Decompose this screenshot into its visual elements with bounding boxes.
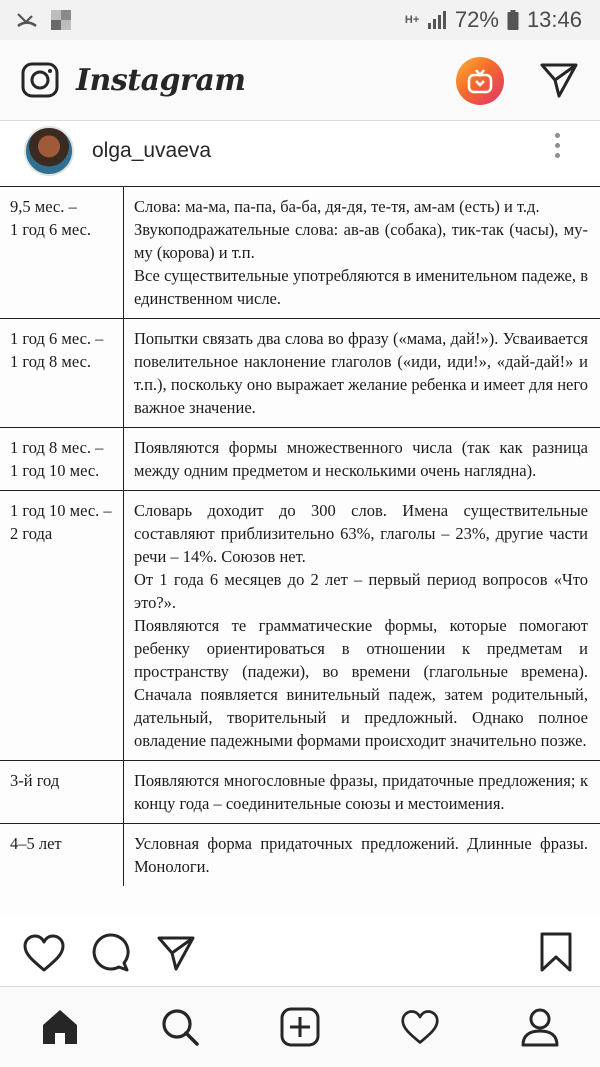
age-cell: 3-й год xyxy=(0,761,124,823)
description-cell xyxy=(124,761,598,823)
description-line: Словарь доходит до 300 слов. Имена существительные составляют приблизительно 63%, глаголы – 23%, другие части речи – 14%. Союзов нет. xyxy=(134,501,588,566)
post-header xyxy=(0,121,600,181)
age-cell: 9,5 мес. – 1 год 6 мес. xyxy=(0,187,124,318)
speech-development-table xyxy=(0,186,600,886)
more-options-icon[interactable] xyxy=(555,133,560,158)
app-header xyxy=(0,40,600,121)
search-icon[interactable] xyxy=(160,1007,200,1047)
description-cell xyxy=(124,187,598,318)
description-cell xyxy=(124,824,598,886)
description-line: Попытки связать два слова во фразу («мама, дай!»). Усваивается повелительное наклонение глаголов («иди, иди!», «дай-дай!» и т.п.), поскольку оно выражает желание ребенка и имеет для него важное значение. xyxy=(134,329,588,417)
share-icon[interactable] xyxy=(156,933,196,973)
description-line: Условная форма придаточных предложений. Длинные фразы. Монологи. xyxy=(134,834,588,876)
table-row xyxy=(0,490,600,760)
description-cell xyxy=(124,491,598,760)
description-line: Появляются формы множественного числа (так как разница между одним предметом и несколькими очень наглядна). xyxy=(134,438,588,480)
description-cell xyxy=(124,319,598,427)
app-logo: Instagram xyxy=(76,62,246,98)
igtv-button[interactable] xyxy=(456,57,504,105)
avatar[interactable] xyxy=(24,126,74,176)
comment-icon[interactable] xyxy=(90,933,130,973)
table-row xyxy=(0,760,600,823)
description-line: Слова: ма-ма, па-па, ба-ба, дя-дя, те-тя, ам-ам (есть) и т.д. xyxy=(134,197,540,216)
age-cell: 1 год 8 мес. – 1 год 10 мес. xyxy=(0,428,124,490)
description-line: Звукоподражательные слова: ав-ав (собака), тик-так (часы), му-му (корова) и т.п. xyxy=(134,220,588,262)
username[interactable]: olga_uvaeva xyxy=(92,139,212,162)
signal-icon xyxy=(427,11,447,29)
table-row xyxy=(0,186,600,318)
direct-message-icon[interactable] xyxy=(539,60,579,100)
camera-icon[interactable] xyxy=(20,60,60,100)
profile-icon[interactable] xyxy=(520,1007,560,1047)
new-post-icon[interactable] xyxy=(280,1007,320,1047)
save-bookmark-icon[interactable] xyxy=(539,931,573,973)
age-cell: 1 год 10 мес. – 2 года xyxy=(0,491,124,760)
description-line: Все существительные употребляются в именительном падеже, в единственном числе. xyxy=(134,266,588,308)
description-line: Появляются те грамматические формы, которые помогают ребенку ориентироваться в отношении к предметам и пространству (падежи), во времени (глагольные времена). Сначала появляется винительный падеж, затем родительный, дательный, творительный и предложный. Однако полное овладение падежными формами происходит значительно позже. xyxy=(134,616,588,750)
post-image[interactable] xyxy=(0,181,600,916)
description-cell xyxy=(124,428,598,490)
age-cell: 1 год 6 мес. – 1 год 8 мес. xyxy=(0,319,124,427)
network-type: H+ xyxy=(404,14,420,26)
battery-percent: 72% xyxy=(454,7,499,32)
like-heart-icon[interactable] xyxy=(22,933,66,973)
tv-icon xyxy=(466,67,494,95)
description-line: От 1 года 6 месяцев до 2 лет – первый период вопросов «Что это?». xyxy=(134,570,588,612)
table-row xyxy=(0,427,600,490)
age-cell: 4–5 лет xyxy=(0,824,124,886)
battery-icon xyxy=(507,10,519,30)
missed-call-icon xyxy=(16,10,38,30)
description-line: Появляются многословные фразы, придаточные предложения; к концу года – соединительные союзы и местоимения. xyxy=(134,771,588,813)
status-bar xyxy=(0,0,600,40)
home-icon[interactable] xyxy=(40,1007,80,1047)
table-row xyxy=(0,823,600,886)
table-row xyxy=(0,318,600,427)
bottom-nav xyxy=(0,986,600,1067)
post-actions xyxy=(0,916,600,986)
clock: 13:46 xyxy=(526,7,582,32)
gallery-icon xyxy=(50,9,72,31)
activity-heart-icon[interactable] xyxy=(400,1007,440,1047)
